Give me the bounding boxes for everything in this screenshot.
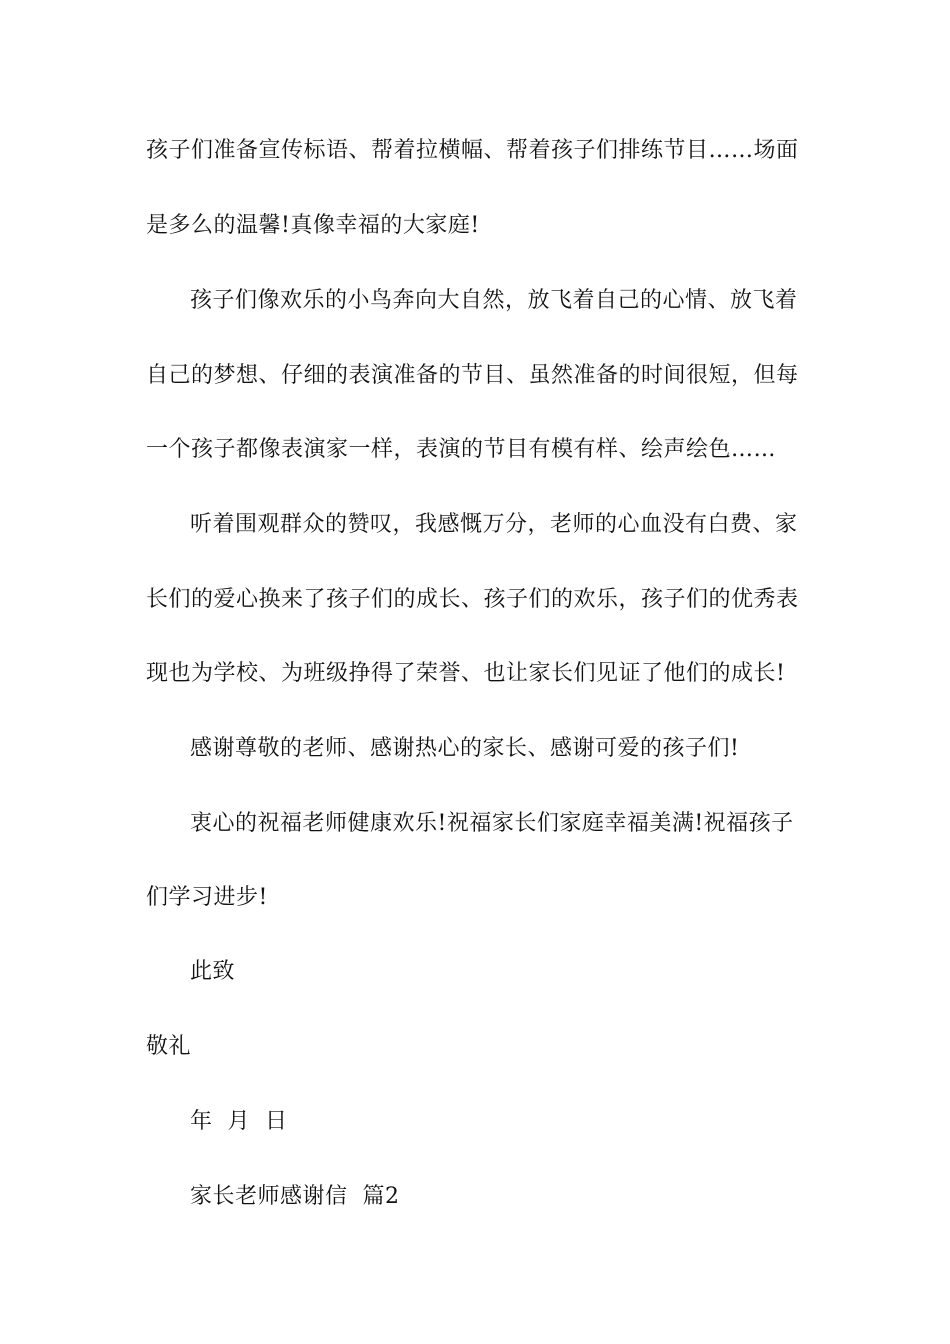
paragraph-line: 听着围观群众的赞叹，我感慨万分，老师的心血没有白费、家 [190, 512, 798, 537]
paragraph-line: 一个孩子都像表演家一样，表演的节目有模有样、绘声绘色…… [146, 437, 777, 462]
paragraph-line: 感谢尊敬的老师、感谢热心的家长、感谢可爱的孩子们! [190, 736, 740, 761]
paragraph-line: 自己的梦想、仔细的表演准备的节目、虽然准备的时间很短，但每 [146, 363, 799, 388]
closing-salutation: 此致 [190, 959, 236, 984]
paragraph-line: 长们的爱心换来了孩子们的成长、孩子们的欢乐，孩子们的优秀表 [146, 587, 799, 612]
paragraph-line: 孩子们像欢乐的小鸟奔向大自然，放飞着自己的心情、放飞着 [190, 288, 798, 313]
date-line: 年 月 日 [190, 1109, 288, 1134]
section-heading: 家长老师感谢信 篇2 [190, 1184, 400, 1209]
paragraph-line: 现也为学校、为班级挣得了荣誉、也让家长们见证了他们的成长! [146, 661, 786, 686]
paragraph-line: 衷心的祝福老师健康欢乐!祝福家长们家庭幸福美满!祝福孩子 [190, 811, 794, 836]
paragraph-line: 孩子们准备宣传标语、帮着拉横幅、帮着孩子们排练节目……场面 [146, 138, 799, 163]
paragraph-line: 们学习进步! [146, 885, 268, 910]
closing-regards: 敬礼 [146, 1034, 192, 1059]
paragraph-line: 是多么的温馨!真像幸福的大家庭! [146, 213, 480, 238]
